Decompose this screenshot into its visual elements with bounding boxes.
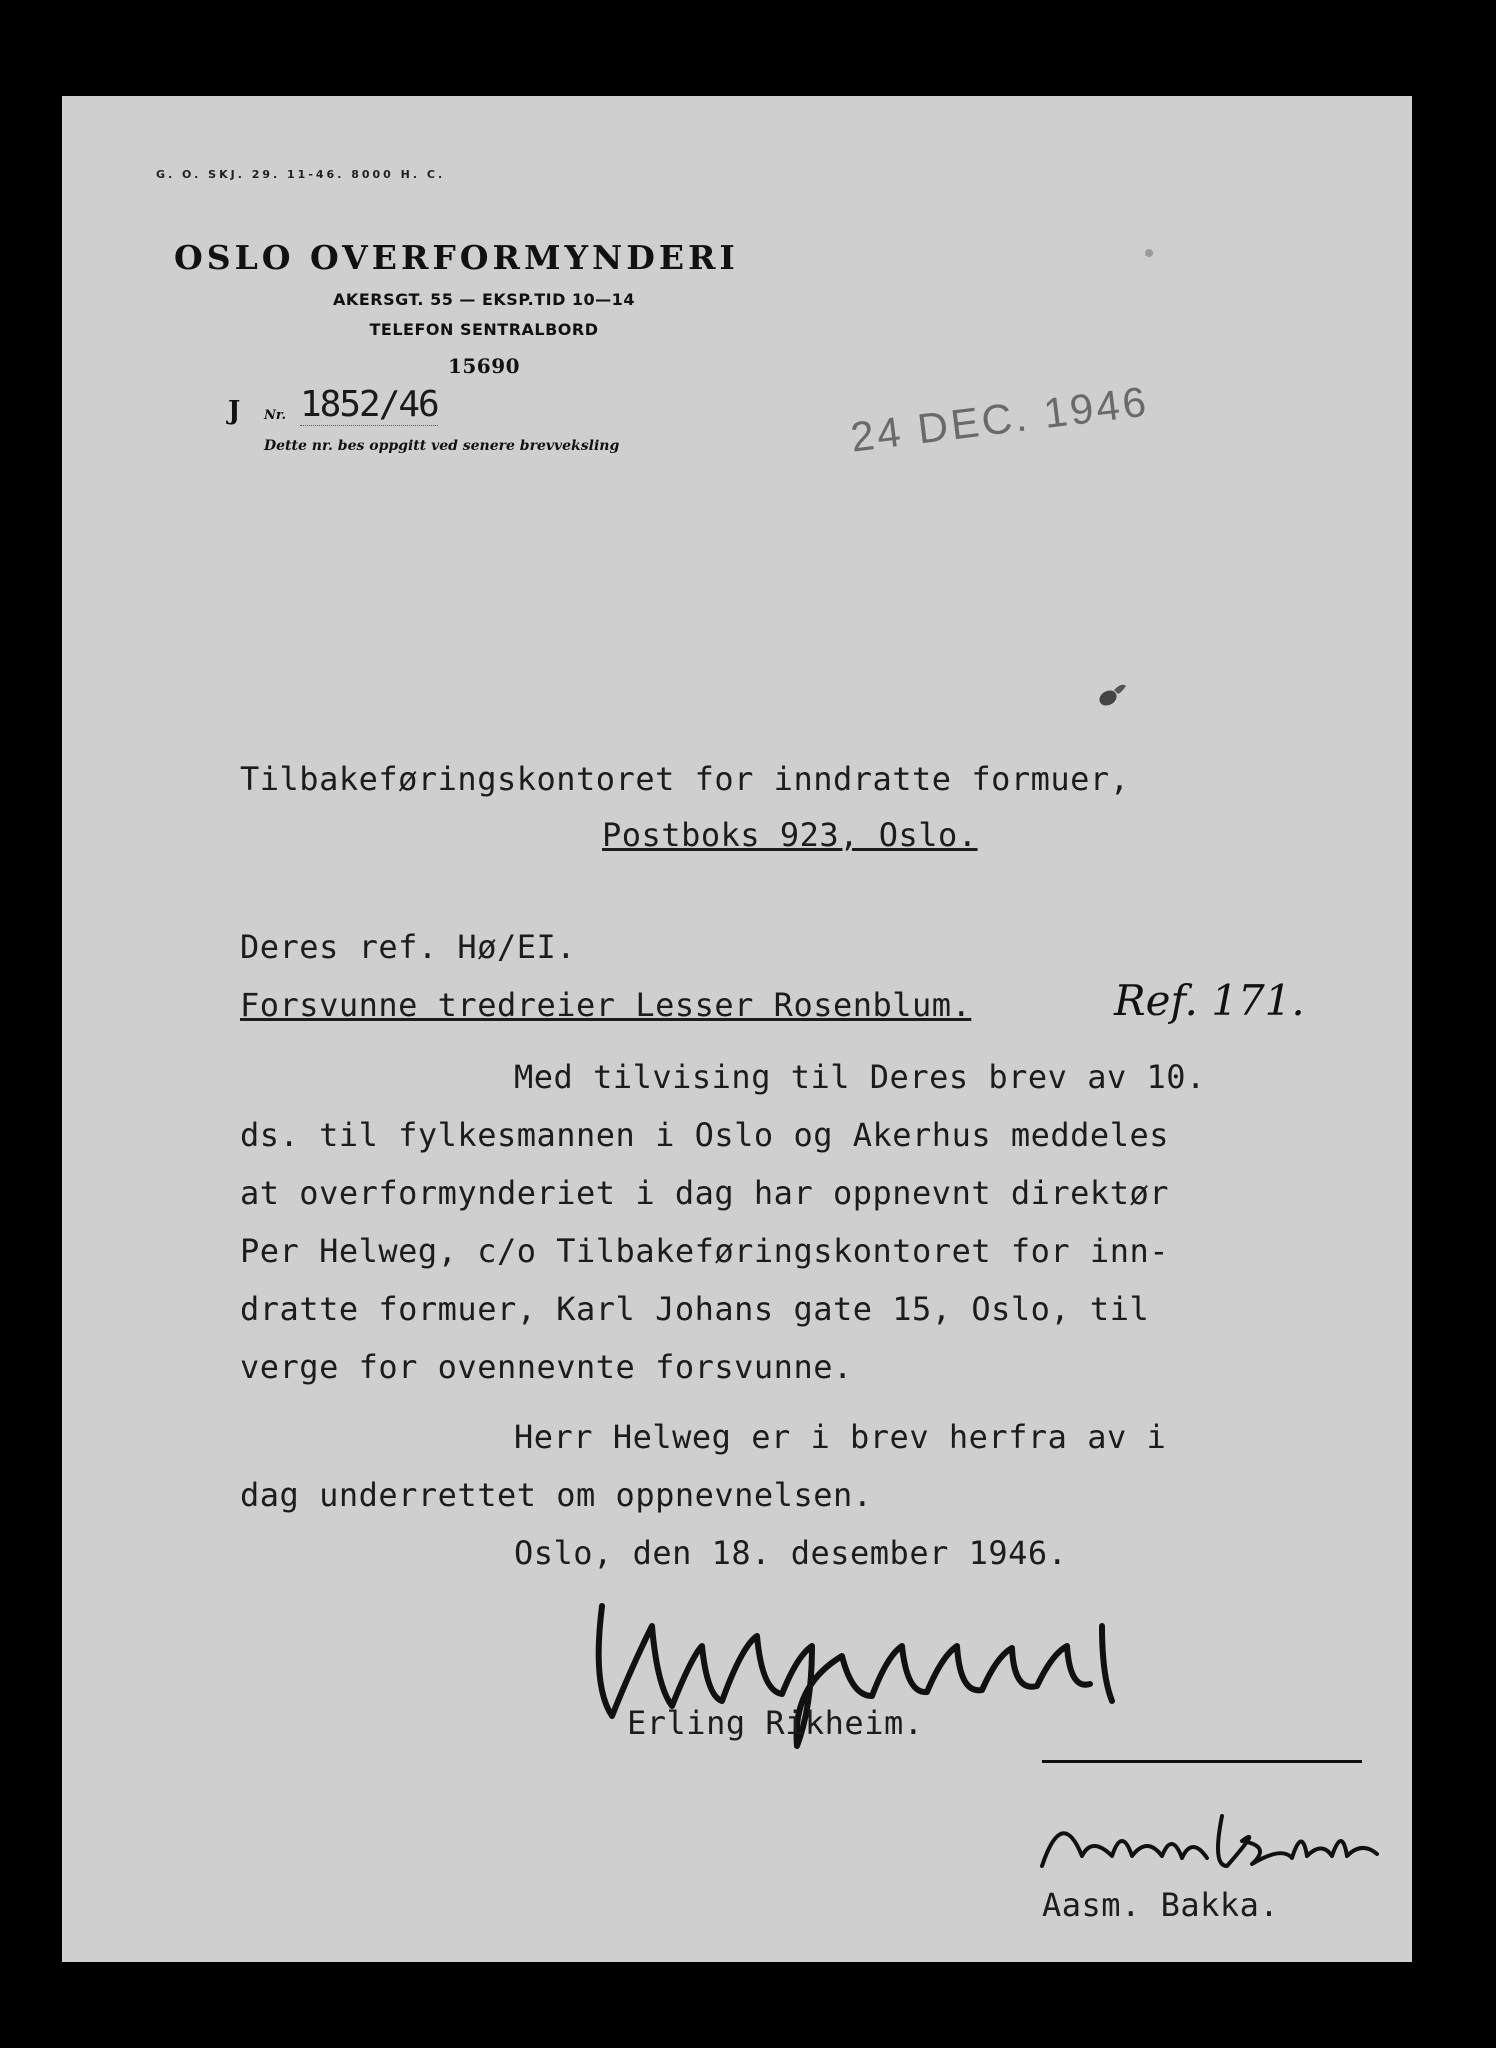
signature-rule — [1042, 1760, 1362, 1763]
reference-line: Deres ref. Hø/EI. — [240, 928, 577, 966]
letterhead-phone: 15690 — [447, 354, 521, 378]
recipient-name: Tilbakeføringskontoret for inndratte formuer, — [240, 760, 1130, 798]
body-line: Herr Helweg er i brev herfra av i — [514, 1418, 1167, 1456]
closing-date: Oslo, den 18. desember 1946. — [514, 1534, 1068, 1572]
body-line: verge for ovennevnte forsvunne. — [240, 1348, 853, 1386]
body-line: at overformynderiet i dag har oppnevnt direktør — [240, 1174, 1169, 1212]
signature-aasm-bakka — [1022, 1786, 1402, 1896]
recipient-address: Postboks 923, Oslo. — [602, 816, 978, 854]
journal-number: 1852/46 — [300, 384, 438, 425]
letter-paper — [62, 96, 1412, 1962]
body-line: dratte formuer, Karl Johans gate 15, Oslo, til — [240, 1290, 1150, 1328]
signer-name-secondary: Aasm. Bakka. — [1042, 1886, 1280, 1924]
journal-nr-label: Nr. — [264, 408, 287, 423]
letterhead-title: OSLO OVERFORMYNDERI — [174, 238, 739, 277]
body-line: Med tilvising til Deres brev av 10. — [514, 1058, 1206, 1096]
journal-note: Dette nr. bes oppgitt ved senere brevveksling — [264, 438, 620, 454]
date-stamp: 24 DEC. 1946 — [848, 377, 1152, 461]
letterhead-address: AKERSGT. 55 — EKSP.TID 10—14 — [333, 290, 635, 309]
subject-line: Forsvunne tredreier Lesser Rosenblum. — [240, 986, 972, 1024]
letterhead-phone-label: TELEFON SENTRALBORD — [369, 320, 599, 339]
stray-mark-icon — [1142, 246, 1156, 260]
ink-blot-icon — [1092, 680, 1132, 710]
signer-name-primary: Erling Rikheim. — [627, 1704, 924, 1742]
body-line: Per Helweg, c/o Tilbakeføringskontoret for inn- — [240, 1232, 1169, 1270]
journal-prefix: J — [228, 396, 241, 426]
print-code: G. O. SKJ. 29. 11-46. 8000 H. C. — [156, 168, 446, 181]
handwritten-reference: Ref. 171. — [1114, 976, 1305, 1025]
body-line: ds. til fylkesmannen i Oslo og Akerhus meddeles — [240, 1116, 1169, 1154]
body-line: dag underrettet om oppnevnelsen. — [240, 1476, 873, 1514]
